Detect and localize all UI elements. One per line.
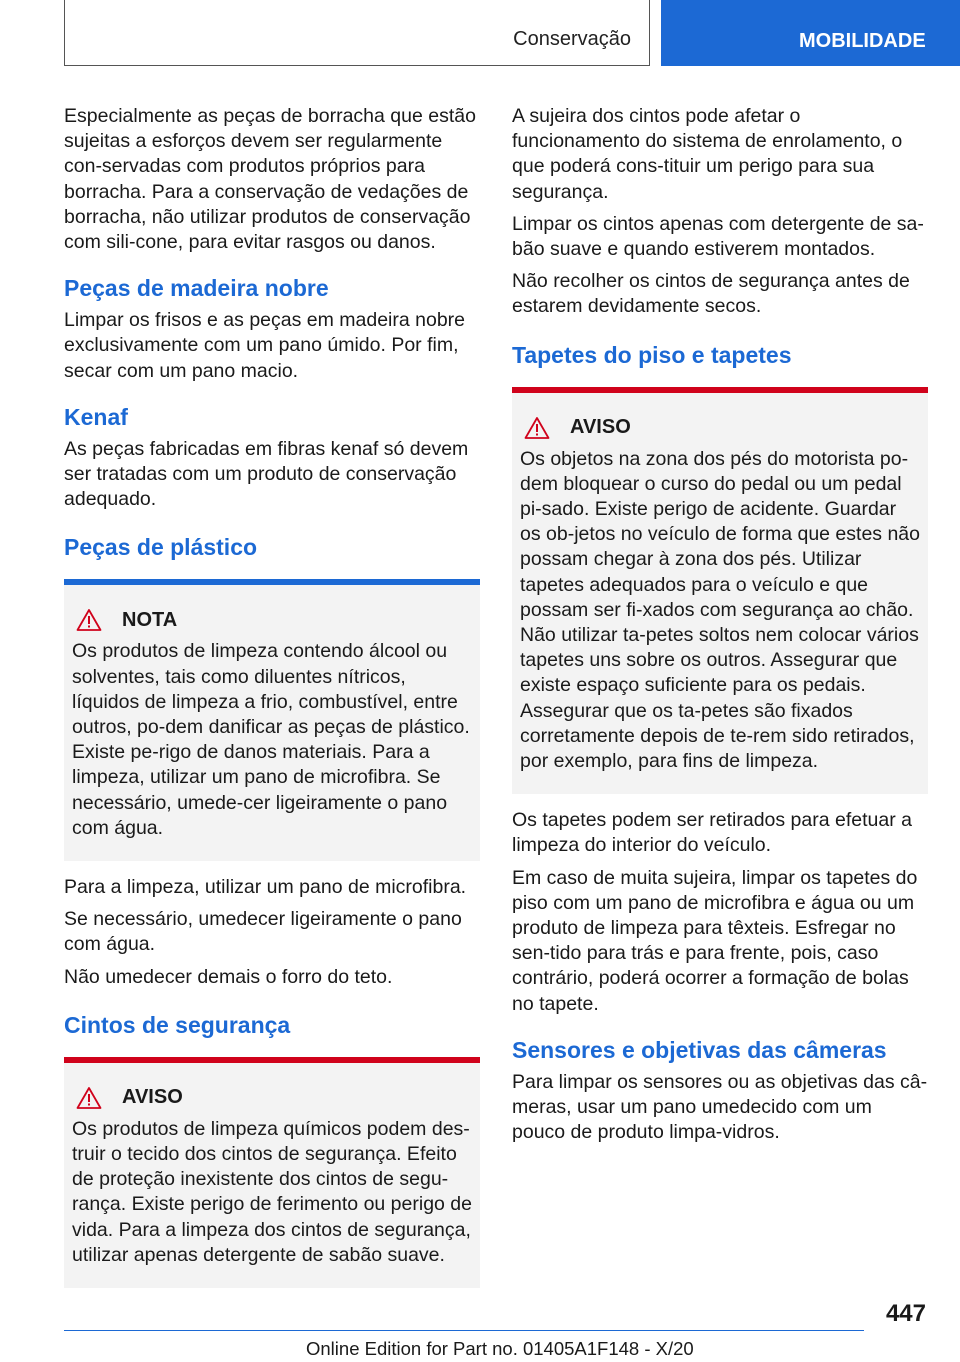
warning-triangle-icon <box>76 1086 102 1110</box>
page-header <box>0 0 960 66</box>
heading-mats: Tapetes do piso e tapetes <box>512 341 792 368</box>
left-column <box>64 104 480 1302</box>
paragraph: Especialmente as peças de borracha que estão sujeitas a esforços devem ser regularmente con-servadas com produtos próprios para borracha. Para a conservação de vedações de borracha, não utilizar produtos de conservação com sili-cone, para evitar rasgos ou danos. <box>64 105 476 254</box>
section-header-box <box>64 0 650 66</box>
paragraph: Não recolher os cintos de segurança antes de estarem devidamente secos. <box>512 270 910 318</box>
heading-plastic: Peças de plástico <box>64 534 258 561</box>
warning-box <box>512 393 928 795</box>
warning-text: Os objetos na zona dos pés do motorista po-dem bloquear o curso do pedal ou um pedal pi-sado. Existe perigo de acidente. Guardar os ob-jetos no veículo de forma que estes não possam chegar à zona dos pés. Utilizar tapetes adequados para o veículo e que possam ser fi-xados com segurança ao chão. Não utilizar ta-petes soltos nem colocar vários tapetes uns sobre os outros. Assegurar que existe espaço suficiente para os pedais. Assegurar que os ta-petes são fixados corretamente depois de te-rem sido retirados, por exemplo, para fins de limpeza. <box>520 447 920 773</box>
paragraph: As peças fabricadas em fibras kenaf só devem ser tratadas com um produto de conservação adequado. <box>64 437 469 511</box>
paragraph: Limpar os cintos apenas com detergente de sa-bão suave e quando estiverem montados. <box>512 212 924 261</box>
warning-title: AVISO <box>570 416 631 439</box>
warning-box <box>64 1063 480 1288</box>
section-title: Conservação <box>513 28 631 50</box>
paragraph: Os tapetes podem ser retirados para efetuar a limpeza do interior do veículo. <box>512 809 912 857</box>
chapter-tab: MOBILIDADE <box>661 0 960 66</box>
warning-title: AVISO <box>122 1086 183 1109</box>
footer-rule <box>64 1330 864 1331</box>
paragraph: Não umedecer demais o forro do teto. <box>64 965 393 988</box>
warning-text: Os produtos de limpeza químicos podem des-truir o tecido dos cintos de segurança. Efeito de proteção inexistente dos cintos de segu-rança. Existe perigo de ferimento ou perigo de vida. Para a limpeza dos cintos de segurança, utilizar apenas detergente de sabão suave. <box>72 1117 472 1266</box>
warning-triangle-icon <box>524 416 550 440</box>
paragraph: Para limpar os sensores ou as objetivas das câ-meras, usar um pano umedecido com um pouco de produto limpa-vidros. <box>512 1070 928 1144</box>
page-number: 447 <box>885 1300 926 1327</box>
note-title: NOTA <box>122 608 178 631</box>
paragraph: Para a limpeza, utilizar um pano de microfibra. <box>64 876 467 899</box>
right-column <box>512 104 928 1153</box>
heading-sensors: Sensores e objetivas das câmeras <box>512 1036 887 1063</box>
paragraph: Em caso de muita sujeira, limpar os tapetes do piso com um pano de microfibra e água ou um produto de limpeza para têxteis. Esfregar no sen-tido para trás e para frente, pois, caso contrário, poderá ocorrer a formação de bolas no tapete. <box>512 866 918 1015</box>
heading-wood: Peças de madeira nobre <box>64 275 329 302</box>
heading-kenaf: Kenaf <box>64 403 128 430</box>
footer-edition: Online Edition for Part no. 01405A1F148 - X/20 <box>306 1338 694 1359</box>
note-box <box>64 585 480 861</box>
paragraph: Limpar os frisos e as peças em madeira nobre exclusivamente com um pano úmido. Por fim, secar com um pano macio. <box>64 309 466 382</box>
note-text: Os produtos de limpeza contendo álcool ou solventes, tais como diluentes nítricos, líquidos de limpeza a frio, combustível, entre outros, po-dem danificar as peças de plástico. Existe pe-rigo de danos materiais. Para a limpeza, utilizar um pano de microfibra. Se necessário, umede-cer ligeiramente o pano com água. <box>72 640 470 839</box>
paragraph: A sujeira dos cintos pode afetar o funcionamento do sistema de enrolamento, o que poderá cons-tituir um perigo para sua segurança. <box>512 105 903 203</box>
warning-triangle-icon <box>76 608 102 632</box>
paragraph: Se necessário, umedecer ligeiramente o pano com água. <box>64 908 462 956</box>
heading-belts: Cintos de segurança <box>64 1011 291 1038</box>
